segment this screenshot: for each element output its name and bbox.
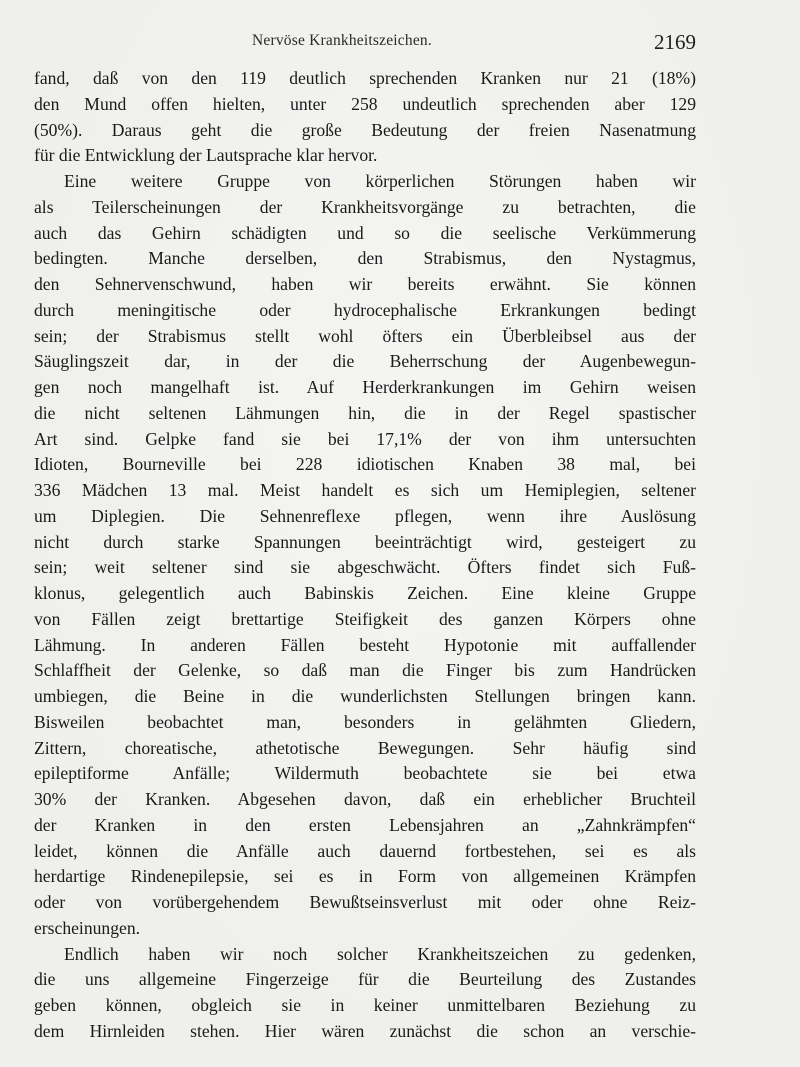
text-line: leidet, können die Anfälle auch dauernd fortbestehen, sei es als [34, 840, 696, 861]
text-line: den Sehnervenschwund, haben wir bereits erwähnt. Sie können [34, 274, 696, 294]
text-line: sein; weit seltener sind sie abgeschwächt. Öfters findet sich Fuß- [34, 557, 696, 578]
text-line: Zittern, choreatische, athetotische Bewegungen. Sehr häufig sind [34, 737, 696, 758]
text-line: Säuglingszeit dar, in der die Beherrschung der Augenbewegun- [34, 351, 696, 372]
text-line: fand, daß von den 119 deutlich sprechenden Kranken nur 21 (18%) [34, 68, 696, 88]
text-line: um Diplegien. Die Sehnenreflexe pflegen, wenn ihre Auslösung [34, 505, 696, 526]
text-line: sein; der Strabismus stellt wohl öfters ein Überbleibsel aus der [34, 325, 696, 346]
text-line: auch das Gehirn schädigten und so die seelische Verkümmerung [34, 222, 696, 243]
text-line: geben können, obgleich sie in keiner unmittelbaren Beziehung zu [34, 995, 696, 1015]
text-line: Eine weitere Gruppe von körperlichen Störungen haben wir [64, 171, 696, 191]
text-line: Lähmung. In anderen Fällen besteht Hypotonie mit auffallender [34, 634, 696, 655]
text-line: (50%). Daraus geht die große Bedeutung der freien Nasenatmung [34, 119, 696, 140]
text-line: den Mund offen hielten, unter 258 undeutlich sprechenden aber 129 [34, 93, 696, 114]
body-text [34, 66, 696, 1045]
text-line: klonus, gelegentlich auch Babinskis Zeichen. Eine kleine Gruppe [34, 583, 696, 603]
text-line: der Kranken in den ersten Lebensjahren an „Zahnkrämpfen“ [34, 814, 696, 835]
text-line: die nicht seltenen Lähmungen hin, die in der Regel spastischer [34, 402, 696, 423]
text-line: dem Hirnleiden stehen. Hier wären zunächst die schon an verschie- [34, 1020, 696, 1041]
text-line: epileptiforme Anfälle; Wildermuth beobachtete sie bei etwa [34, 763, 696, 784]
text-line: Idioten, Bourneville bei 228 idiotischen Knaben 38 mal, bei [34, 454, 696, 475]
text-line: oder von vorübergehendem Bewußtseinsverlust mit oder ohne Reiz- [34, 892, 696, 912]
text-line: herdartige Rindenepilepsie, sei es in Form von allgemeinen Krämpfen [34, 866, 696, 887]
text-line: Bisweilen beobachtet man, besonders in gelähmten Gliedern, [34, 711, 696, 732]
text-line: umbiegen, die Beine in die wunderlichsten Stellungen bringen kann. [34, 686, 696, 706]
text-line: die uns allgemeine Fingerzeige für die Beurteilung des Zustandes [34, 969, 696, 990]
text-line: Endlich haben wir noch solcher Krankheitszeichen zu gedenken, [64, 943, 696, 964]
text-line: Art sind. Gelpke fand sie bei 17,1% der von ihm untersuchten [34, 428, 696, 449]
page-header [34, 30, 696, 54]
text-line: Schlaffheit der Gelenke, so daß man die Finger bis zum Handrücken [34, 660, 696, 681]
text-line: bedingten. Manche derselben, den Strabismus, den Nystagmus, [34, 248, 696, 269]
text-line: gen noch mangelhaft ist. Auf Herderkrankungen im Gehirn weisen [34, 377, 696, 397]
text-line: 30% der Kranken. Abgesehen davon, daß ein erheblicher Bruchteil [34, 789, 696, 809]
text-line: 336 Mädchen 13 mal. Meist handelt es sich um Hemiplegien, seltener [34, 480, 696, 500]
text-line: erscheinungen. [34, 917, 141, 938]
running-head: Nervöse Krankheitszeichen. [252, 32, 432, 49]
text-line: nicht durch starke Spannungen beeinträchtigt wird, gesteigert zu [34, 531, 696, 552]
text-line: als Teilerscheinungen der Krankheitsvorgänge zu betrachten, die [34, 196, 696, 217]
page-number: 2169 [654, 30, 696, 54]
text-line: durch meningitische oder hydrocephalische Erkrankungen bedingt [34, 299, 696, 320]
text-line: für die Entwicklung der Lautsprache klar hervor. [34, 145, 378, 166]
text-line: von Fällen zeigt brettartige Steifigkeit des ganzen Körpers ohne [34, 608, 696, 629]
